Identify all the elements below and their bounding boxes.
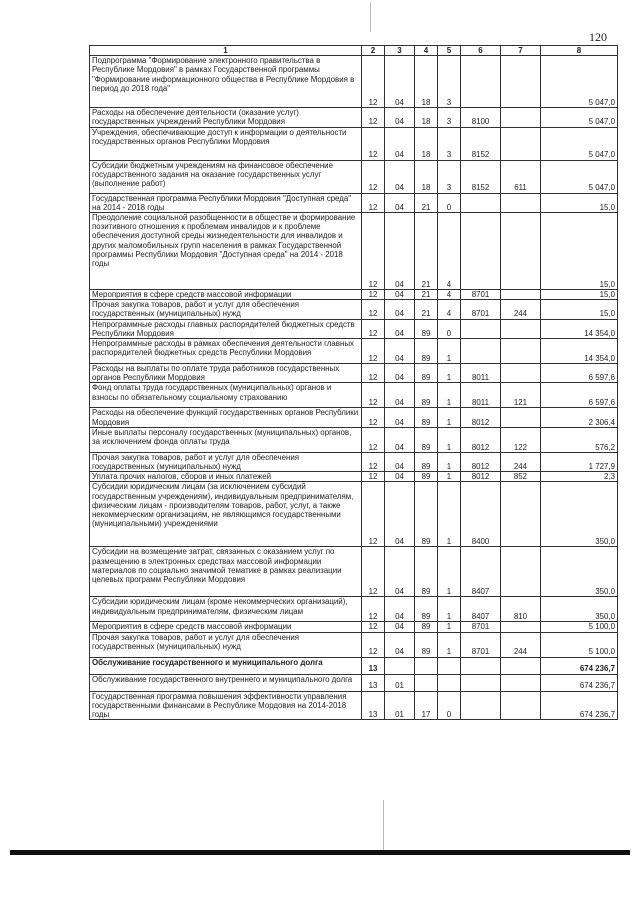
row-name-cell: Обслуживание государственного внутреннего и муниципального долга: [90, 674, 362, 691]
code-program-cell: 21: [415, 213, 438, 290]
code-expense-type-cell: [501, 482, 541, 547]
code-target-cell: 8011: [461, 364, 501, 383]
code-subsection-cell: 04: [385, 364, 415, 383]
header-col-4: 4: [415, 46, 438, 56]
code-target-cell: 8407: [461, 547, 501, 597]
table-row: [90, 452, 618, 471]
code-section-cell: 12: [362, 213, 385, 290]
row-name-cell: Расходы на обеспечение деятельности (оказание услуг) государственных учреждений Республики Мордовия: [90, 108, 362, 127]
code-section-cell: 12: [362, 108, 385, 127]
scan-mark: [370, 2, 371, 32]
table-row: [90, 108, 618, 127]
code-subprogram-cell: 1: [438, 408, 461, 427]
code-expense-type-cell: [501, 108, 541, 127]
budget-table: [89, 45, 618, 720]
code-expense-type-cell: [501, 657, 541, 674]
code-target-cell: 8407: [461, 597, 501, 622]
page-bottom-bar: [10, 850, 630, 855]
table-row: [90, 160, 618, 193]
code-subprogram-cell: 1: [438, 547, 461, 597]
code-subprogram-cell: 3: [438, 56, 461, 108]
code-subprogram-cell: [438, 674, 461, 691]
code-section-cell: 12: [362, 193, 385, 212]
code-subprogram-cell: 1: [438, 622, 461, 632]
amount-cell: 15,0: [541, 193, 618, 212]
code-program-cell: 89: [415, 427, 438, 452]
code-section-cell: 13: [362, 674, 385, 691]
table-row: [90, 632, 618, 657]
row-name-cell: Подпрограмма "Формирование электронного правительства в Республике Мордовия" в рамках Государственной программы "Формирование информационного общества в Республике Мордовия в период до 2018 года": [90, 56, 362, 108]
code-expense-type-cell: 244: [501, 632, 541, 657]
code-subprogram-cell: 1: [438, 632, 461, 657]
row-name-cell: Непрограммные расходы в рамках обеспечения деятельности главных распорядителей бюджетных средств Республики Мордовия: [90, 339, 362, 364]
table-header-row: [90, 46, 618, 56]
code-program-cell: 89: [415, 383, 438, 408]
code-expense-type-cell: [501, 339, 541, 364]
code-program-cell: 89: [415, 472, 438, 482]
code-program-cell: 21: [415, 193, 438, 212]
code-subsection-cell: 04: [385, 193, 415, 212]
code-section-cell: 12: [362, 472, 385, 482]
table-row: [90, 383, 618, 408]
code-target-cell: 8012: [461, 472, 501, 482]
code-subsection-cell: 01: [385, 674, 415, 691]
code-subsection-cell: 04: [385, 383, 415, 408]
code-expense-type-cell: [501, 290, 541, 300]
table-row: [90, 547, 618, 597]
row-name-cell: Непрограммные расходы главных распорядителей бюджетных средств Республики Мордовия: [90, 319, 362, 338]
amount-cell: 350,0: [541, 547, 618, 597]
amount-cell: 6 597,6: [541, 383, 618, 408]
table-row: [90, 472, 618, 482]
code-target-cell: [461, 674, 501, 691]
code-target-cell: [461, 339, 501, 364]
code-subprogram-cell: 1: [438, 339, 461, 364]
row-name-cell: Расходы на выплаты по оплате труда работников государственных органов Республики Мордовия: [90, 364, 362, 383]
code-section-cell: 12: [362, 632, 385, 657]
code-expense-type-cell: [501, 408, 541, 427]
code-subsection-cell: 04: [385, 108, 415, 127]
amount-cell: 5 100,0: [541, 632, 618, 657]
amount-cell: 15,0: [541, 300, 618, 319]
table-row: [90, 319, 618, 338]
code-target-cell: 8152: [461, 160, 501, 193]
code-section-cell: 12: [362, 482, 385, 547]
code-expense-type-cell: [501, 56, 541, 108]
amount-cell: 350,0: [541, 482, 618, 547]
code-program-cell: 21: [415, 290, 438, 300]
row-name-cell: Государственная программа Республики Мордовия "Доступная среда" на 2014 - 2018 годы: [90, 193, 362, 212]
code-subsection-cell: 04: [385, 452, 415, 471]
code-subprogram-cell: 0: [438, 319, 461, 338]
code-section-cell: 13: [362, 691, 385, 720]
amount-cell: 674 236,7: [541, 657, 618, 674]
table-row: [90, 290, 618, 300]
amount-cell: 350,0: [541, 597, 618, 622]
code-expense-type-cell: 852: [501, 472, 541, 482]
amount-cell: 5 047,0: [541, 56, 618, 108]
row-name-cell: Государственная программа повышения эффективности управления государственными финансами в Республике Мордовия на 2014-2018 годы: [90, 691, 362, 720]
code-program-cell: 89: [415, 408, 438, 427]
table-row: [90, 657, 618, 674]
row-name-cell: Фонд оплаты труда государственных (муниципальных) органов и взносы по обязательному социальному страхованию: [90, 383, 362, 408]
code-subsection-cell: [385, 657, 415, 674]
code-program-cell: 18: [415, 160, 438, 193]
amount-cell: 2,3: [541, 472, 618, 482]
row-name-cell: Субсидии на возмещение затрат, связанных с оказанием услуг по размещению в электронных средствах массовой информации материалов по социально значимой тематике в рамках реализации целевых программ Республики Мордовия: [90, 547, 362, 597]
header-col-7: 7: [501, 46, 541, 56]
code-section-cell: 12: [362, 622, 385, 632]
code-subprogram-cell: 1: [438, 472, 461, 482]
code-subprogram-cell: 1: [438, 482, 461, 547]
code-subprogram-cell: 4: [438, 300, 461, 319]
code-section-cell: 12: [362, 364, 385, 383]
code-target-cell: 8400: [461, 482, 501, 547]
code-section-cell: 12: [362, 319, 385, 338]
table-body: [90, 56, 618, 720]
code-program-cell: 18: [415, 108, 438, 127]
code-subsection-cell: 04: [385, 56, 415, 108]
table-row: [90, 364, 618, 383]
code-subprogram-cell: 4: [438, 290, 461, 300]
header-col-8: 8: [541, 46, 618, 56]
header-col-1: 1: [90, 46, 362, 56]
header-col-5: 5: [438, 46, 461, 56]
code-expense-type-cell: 611: [501, 160, 541, 193]
code-target-cell: [461, 319, 501, 338]
amount-cell: 5 100,0: [541, 622, 618, 632]
row-name-cell: Расходы на обеспечение функций государственных органов Республики Мордовия: [90, 408, 362, 427]
code-subsection-cell: 04: [385, 300, 415, 319]
code-target-cell: [461, 56, 501, 108]
header-col-6: 6: [461, 46, 501, 56]
amount-cell: 6 597,6: [541, 364, 618, 383]
code-section-cell: 12: [362, 300, 385, 319]
code-target-cell: 8701: [461, 632, 501, 657]
amount-cell: 15,0: [541, 290, 618, 300]
code-target-cell: 8012: [461, 427, 501, 452]
code-target-cell: 8152: [461, 127, 501, 160]
table-row: [90, 339, 618, 364]
table-row: [90, 674, 618, 691]
code-section-cell: 13: [362, 657, 385, 674]
code-program-cell: [415, 657, 438, 674]
code-program-cell: 89: [415, 319, 438, 338]
code-target-cell: 8011: [461, 383, 501, 408]
code-subprogram-cell: 1: [438, 383, 461, 408]
code-program-cell: 17: [415, 691, 438, 720]
code-expense-type-cell: [501, 319, 541, 338]
code-target-cell: 8100: [461, 108, 501, 127]
amount-cell: 5 047,0: [541, 160, 618, 193]
code-expense-type-cell: [501, 691, 541, 720]
amount-cell: 1 727,9: [541, 452, 618, 471]
code-subsection-cell: 04: [385, 597, 415, 622]
table-row: [90, 691, 618, 720]
code-subprogram-cell: 3: [438, 160, 461, 193]
code-subsection-cell: 04: [385, 408, 415, 427]
row-name-cell: Прочая закупка товаров, работ и услуг для обеспечения государственных (муниципальных) нужд: [90, 300, 362, 319]
header-col-2: 2: [362, 46, 385, 56]
code-section-cell: 12: [362, 160, 385, 193]
amount-cell: 14 354,0: [541, 339, 618, 364]
row-name-cell: Уплата прочих налогов, сборов и иных платежей: [90, 472, 362, 482]
code-target-cell: [461, 657, 501, 674]
code-subsection-cell: 04: [385, 319, 415, 338]
code-expense-type-cell: 810: [501, 597, 541, 622]
code-subprogram-cell: 0: [438, 691, 461, 720]
code-program-cell: 89: [415, 339, 438, 364]
code-section-cell: 12: [362, 408, 385, 427]
code-subsection-cell: 04: [385, 547, 415, 597]
code-section-cell: 12: [362, 127, 385, 160]
amount-cell: 5 047,0: [541, 127, 618, 160]
code-expense-type-cell: [501, 213, 541, 290]
code-subprogram-cell: 3: [438, 127, 461, 160]
row-name-cell: Преодоление социальной разобщенности в обществе и формирование позитивного отношения к проблемам инвалидов и к проблеме обеспечения доступной среды жизнедеятельности для инвалидов и других маломобильных групп населения в рамках Государственной программы Республики Мордовия "Доступная среда" на 2014 - 2018 годы: [90, 213, 362, 290]
code-subprogram-cell: 1: [438, 597, 461, 622]
table-row: [90, 597, 618, 622]
code-subprogram-cell: 0: [438, 193, 461, 212]
code-program-cell: 18: [415, 127, 438, 160]
code-subsection-cell: 04: [385, 482, 415, 547]
table-row: [90, 482, 618, 547]
code-expense-type-cell: 122: [501, 427, 541, 452]
code-expense-type-cell: [501, 674, 541, 691]
code-program-cell: 89: [415, 452, 438, 471]
amount-cell: 674 236,7: [541, 691, 618, 720]
code-subprogram-cell: [438, 657, 461, 674]
code-target-cell: 8012: [461, 452, 501, 471]
code-subprogram-cell: 3: [438, 108, 461, 127]
code-expense-type-cell: [501, 622, 541, 632]
code-subsection-cell: 04: [385, 213, 415, 290]
amount-cell: 576,2: [541, 427, 618, 452]
code-section-cell: 12: [362, 427, 385, 452]
code-section-cell: 12: [362, 547, 385, 597]
table-row: [90, 408, 618, 427]
row-name-cell: Мероприятия в сфере средств массовой информации: [90, 622, 362, 632]
table-row: [90, 193, 618, 212]
code-section-cell: 12: [362, 290, 385, 300]
amount-cell: 14 354,0: [541, 319, 618, 338]
code-expense-type-cell: 244: [501, 300, 541, 319]
code-program-cell: 89: [415, 622, 438, 632]
code-target-cell: [461, 193, 501, 212]
row-name-cell: Обслуживание государственного и муниципального долга: [90, 657, 362, 674]
code-section-cell: 12: [362, 56, 385, 108]
amount-cell: 15,0: [541, 213, 618, 290]
table-row: [90, 622, 618, 632]
code-subprogram-cell: 1: [438, 427, 461, 452]
code-subprogram-cell: 1: [438, 452, 461, 471]
code-section-cell: 12: [362, 339, 385, 364]
row-name-cell: Прочая закупка товаров, работ и услуг для обеспечения государственных (муниципальных) нужд: [90, 632, 362, 657]
code-program-cell: 89: [415, 547, 438, 597]
row-name-cell: Субсидии юридическим лицам (кроме некоммерческих организаций), индивидуальным предпринимателям, физическим лицам: [90, 597, 362, 622]
table-row: [90, 56, 618, 108]
code-subsection-cell: 04: [385, 160, 415, 193]
row-name-cell: Учреждения, обеспечивающие доступ к информации о деятельности государственных органов Республики Мордовия: [90, 127, 362, 160]
table-row: [90, 427, 618, 452]
row-name-cell: Субсидии бюджетным учреждениям на финансовое обеспечение государственного задания на оказание государственных услуг (выполнение работ): [90, 160, 362, 193]
code-subsection-cell: 04: [385, 290, 415, 300]
code-section-cell: 12: [362, 383, 385, 408]
code-expense-type-cell: [501, 193, 541, 212]
code-expense-type-cell: [501, 364, 541, 383]
code-section-cell: 12: [362, 597, 385, 622]
amount-cell: 2 306,4: [541, 408, 618, 427]
row-name-cell: Субсидии юридическим лицам (за исключением субсидий государственным учреждениям), индивидуальным предпринимателям, физическим лицам - производителям товаров, работ, услуг, а также некоммерческим организациям, не являющимся государственными (муниципальными) учреждениями: [90, 482, 362, 547]
scan-mark: [383, 800, 384, 850]
page-number: 120: [589, 30, 607, 44]
code-target-cell: 8701: [461, 300, 501, 319]
code-program-cell: 89: [415, 632, 438, 657]
code-program-cell: [415, 674, 438, 691]
table-row: [90, 127, 618, 160]
row-name-cell: Прочая закупка товаров, работ и услуг для обеспечения государственных (муниципальных) нужд: [90, 452, 362, 471]
code-expense-type-cell: 244: [501, 452, 541, 471]
code-subsection-cell: 04: [385, 339, 415, 364]
code-expense-type-cell: [501, 547, 541, 597]
header-col-3: 3: [385, 46, 415, 56]
code-subsection-cell: 04: [385, 622, 415, 632]
code-program-cell: 89: [415, 597, 438, 622]
code-target-cell: 8701: [461, 290, 501, 300]
code-program-cell: 18: [415, 56, 438, 108]
code-section-cell: 12: [362, 452, 385, 471]
code-target-cell: [461, 691, 501, 720]
amount-cell: 674 236,7: [541, 674, 618, 691]
table-row: [90, 300, 618, 319]
code-program-cell: 89: [415, 364, 438, 383]
amount-cell: 5 047,0: [541, 108, 618, 127]
code-target-cell: 8701: [461, 622, 501, 632]
code-subsection-cell: 04: [385, 472, 415, 482]
code-program-cell: 21: [415, 300, 438, 319]
code-subsection-cell: 04: [385, 127, 415, 160]
code-subsection-cell: 04: [385, 632, 415, 657]
code-subprogram-cell: 1: [438, 364, 461, 383]
code-subsection-cell: 04: [385, 427, 415, 452]
code-target-cell: [461, 213, 501, 290]
code-subsection-cell: 01: [385, 691, 415, 720]
code-expense-type-cell: 121: [501, 383, 541, 408]
row-name-cell: Мероприятия в сфере средств массовой информации: [90, 290, 362, 300]
code-subprogram-cell: 4: [438, 213, 461, 290]
code-expense-type-cell: [501, 127, 541, 160]
code-target-cell: 8012: [461, 408, 501, 427]
table-row: [90, 213, 618, 290]
row-name-cell: Иные выплаты персоналу государственных (муниципальных) органов, за исключением фонда оплаты труда: [90, 427, 362, 452]
code-program-cell: 89: [415, 482, 438, 547]
